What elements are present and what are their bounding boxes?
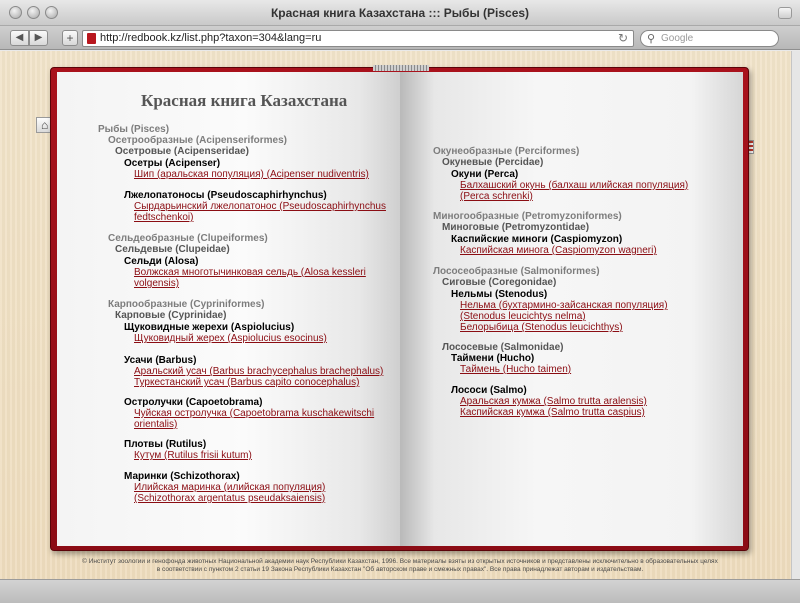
species-link[interactable]: Шип (аральская популяция) (Acipenser nudiventris) [134,169,369,180]
footer-line: © Институт зоологии и генофонда животных Национальной академии наук Республики Казахстан, 1996. Все материалы взяты из открытых источников и представлены исключительно в образовательных целях [82,558,718,565]
genus-label[interactable]: Лососи (Salmo) [451,385,527,396]
species-link[interactable]: (Stenodus leucichtys nelma) [460,311,586,322]
genus-label[interactable]: Таймени (Hucho) [451,353,535,364]
forward-button[interactable] [29,30,48,46]
add-bookmark-button[interactable] [62,30,78,46]
order-label[interactable]: Сельдеобразные (Clupeiformes) [108,233,268,244]
species-link[interactable]: volgensis) [134,278,180,289]
genus-label[interactable]: Сельди (Alosa) [124,256,199,267]
species-link[interactable]: (Perca schrenki) [460,191,533,202]
left-page [57,72,400,546]
red-book [50,67,749,551]
genus-label[interactable]: Лжелопатоносы (Pseudoscaphirhynchus) [124,190,327,201]
back-button[interactable] [10,30,29,46]
species-link[interactable]: Щуковидный жерех (Aspiolucius esocinus) [134,333,327,344]
genus-label[interactable]: Усачи (Barbus) [124,355,197,366]
vertical-scrollbar[interactable] [791,51,800,579]
species-link[interactable]: fedtschenkoi) [134,212,194,223]
genus-label[interactable]: Окуни (Perca) [451,169,519,180]
genus-label[interactable]: Щуковидные жерехи (Aspiolucius) [124,322,295,333]
right-page [400,72,743,546]
order-label[interactable]: Осетрообразные (Acipenseriformes) [108,135,287,146]
species-link[interactable]: Кутум (Rutilus frisii kutum) [134,450,252,461]
species-link[interactable]: Илийская маринка (илийская популяция) [134,482,326,493]
species-link[interactable]: orientalis) [134,419,178,430]
family-label[interactable]: Окуневые (Percidae) [442,157,544,168]
home-icon: ⌂ [41,118,49,132]
copyright-footer [40,558,760,574]
search-bar[interactable] [640,30,779,47]
family-label[interactable]: Сиговые (Coregonidae) [442,277,557,288]
order-label[interactable]: Миногообразные (Petromyzoniformes) [433,211,622,222]
species-link[interactable]: (Schizothorax argentatus pseudaksaiensis) [134,493,326,504]
species-link[interactable]: Аральский усач (Barbus brachycephalus brachephalus) [134,366,384,377]
plus-icon: + [66,31,74,45]
family-label[interactable]: Лососевые (Salmonidae) [442,342,564,353]
reload-icon[interactable]: ↻ [617,31,628,45]
book-title: Красная книга Казахстана [141,91,348,110]
family-label[interactable]: Миноговые (Petromyzontidae) [442,222,590,233]
species-link[interactable]: Туркестанский усач (Barbus capito conocephalus) [134,377,360,388]
species-link[interactable]: Таймень (Hucho taimen) [460,364,572,375]
search-input[interactable]: Google [661,33,694,44]
toolbar-toggle-button[interactable] [778,7,792,19]
species-link[interactable]: Сырдарьинский лжелопатонос (Pseudoscaphirhynchus [134,201,386,212]
family-label[interactable]: Карповые (Cyprinidae) [115,310,227,321]
back-arrow-icon: ◀ [15,32,24,43]
class-heading[interactable]: Рыбы (Pisces) [98,124,170,135]
genus-label[interactable]: Плотвы (Rutilus) [124,439,207,450]
address-input[interactable]: http://redbook.kz/list.php?taxon=304&lang=ru [100,32,322,44]
species-link[interactable]: Балхашский окунь (балхаш илийская популяция) [460,180,689,191]
species-link[interactable]: Каспийская кумжа (Salmo trutta caspius) [460,407,645,418]
order-label[interactable]: Карпообразные (Cypriniformes) [108,299,265,310]
species-link[interactable]: Волжская многотычинковая сельдь (Alosa kessleri [134,267,366,278]
species-link[interactable]: Белорыбица (Stenodus leucichthys) [460,322,623,333]
genus-label[interactable]: Маринки (Schizothorax) [124,471,240,482]
browser-toolbar [0,26,800,50]
genus-label[interactable]: Осетры (Acipenser) [124,158,221,169]
family-label[interactable]: Осетровые (Acipenseridae) [115,146,249,157]
genus-label[interactable]: Каспийские миноги (Caspiomyzon) [451,234,623,245]
species-link[interactable]: Нельма (бухтармино-зайсанская популяция) [460,300,668,311]
address-bar[interactable] [82,30,634,47]
genus-label[interactable]: Нельмы (Stenodus) [451,289,548,300]
order-label[interactable]: Окунеобразные (Perciformes) [433,146,580,157]
footer-line: в соответствии с пунктом 2 статьи 19 Закона Республики Казахстан "Об авторском праве и смежных правах". Все права принадлежат авторам и издательствам. [156,566,644,573]
window-title: Красная книга Казахстана ::: Рыбы (Pisces) [270,6,530,20]
species-link[interactable]: Аральская кумжа (Salmo trutta aralensis) [460,396,647,407]
book-spine [373,65,429,71]
order-label[interactable]: Лососеобразные (Salmoniformes) [433,266,600,277]
window-titlebar [0,0,800,26]
species-link[interactable]: Каспийская минога (Caspiomyzon wagneri) [460,245,657,256]
site-favicon-icon [87,33,96,44]
species-link[interactable]: Чуйская остролучка (Capoetobrama kuschakewitschi [134,408,375,419]
forward-arrow-icon: ▶ [34,32,43,43]
status-bar [0,579,800,603]
search-icon: ⚲ [647,33,656,45]
page-viewport [0,51,791,579]
genus-label[interactable]: Остролучки (Capoetobrama) [124,397,263,408]
family-label[interactable]: Сельдевые (Clupeidae) [115,244,230,255]
